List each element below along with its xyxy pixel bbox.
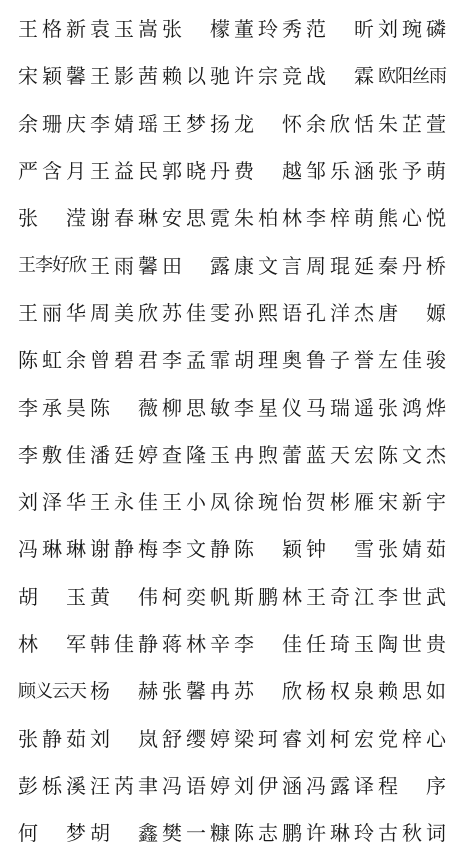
- name-row: [18, 761, 458, 808]
- name-entry: 陈 颖: [234, 537, 302, 562]
- name-entry: 宋 新 宇: [378, 490, 446, 515]
- name-entry: 李 梓 萌: [306, 206, 374, 231]
- name-entry: 左 佳 骏: [378, 348, 446, 373]
- name-row: [18, 146, 458, 193]
- name-entry: 唐 嫄: [378, 300, 446, 325]
- name-entry: 费 越: [234, 159, 302, 184]
- name-entry: 胡 玉: [18, 584, 86, 609]
- name-row: [18, 430, 458, 477]
- name-entry: 许 琳 玲: [306, 821, 374, 846]
- name-entry: 邹 乐 涵: [306, 159, 374, 184]
- name-entry: 刘 伊 涵: [234, 773, 302, 798]
- name-entry: 樊 一 糠: [162, 821, 230, 846]
- name-entry: 王 格 新: [18, 17, 86, 42]
- name-entry: 董 玲 秀: [234, 17, 302, 42]
- name-row: [18, 572, 458, 619]
- name-entry: 韩 佳 静: [90, 632, 158, 656]
- name-entry: 周 琨 延: [306, 253, 374, 278]
- name-entry: 张 婧 茹: [378, 537, 446, 562]
- name-row: [18, 382, 458, 429]
- name-entry: 徐 琬 怡: [234, 490, 302, 515]
- name-entry: 张 静 茹: [18, 726, 86, 751]
- name-entry: 刘 柯 宏: [306, 726, 374, 751]
- name-entry: 李 星 仪: [234, 395, 302, 420]
- name-row: [18, 288, 458, 335]
- name-entry: 余 欣 恬: [306, 111, 374, 136]
- name-entry: 谢 春 琳: [90, 206, 158, 231]
- name-entry: 冉 煦 蕾: [234, 442, 302, 467]
- name-row: [18, 335, 458, 382]
- name-entry: 李 婧 瑶: [90, 111, 158, 136]
- name-entry: 郭 晓 丹: [162, 159, 230, 184]
- name-entry: 党 梓 心: [378, 726, 446, 751]
- name-entry: 冯 露 译: [306, 773, 374, 798]
- name-entry: 战 霖: [306, 64, 374, 89]
- name-entry: 柳 思 敏: [162, 395, 230, 420]
- name-entry: 赖 以 驰: [162, 64, 230, 89]
- name-entry: 张 鸿 烨: [378, 395, 446, 420]
- name-entry: 周 美 欣: [90, 300, 158, 325]
- name-entry: 陈 薇: [90, 395, 158, 420]
- name-row: [18, 99, 458, 146]
- name-entry: 何 梦: [18, 821, 86, 846]
- name-entry: 王 永 佳: [90, 490, 158, 515]
- name-entry: 林 军: [18, 632, 86, 656]
- name-entry: 王 梦 扬: [162, 111, 230, 136]
- name-entry: 马 瑞 遥: [306, 395, 374, 420]
- name-entry: 陈 志 鹏: [234, 821, 302, 846]
- name-entry: 秦 丹 桥: [378, 253, 446, 278]
- name-entry: 张 檬: [162, 17, 230, 42]
- name-entry: 曾 碧 君: [90, 348, 158, 373]
- name-entry: 田 露: [162, 253, 230, 278]
- name-entry: 余 珊 庆: [18, 111, 86, 136]
- name-entry: 王 奇 江: [306, 584, 374, 609]
- name-entry: 李 世 武: [378, 584, 446, 609]
- name-entry: 龙 怀: [234, 111, 302, 136]
- name-row: [18, 619, 458, 666]
- name-entry: 赖 思 如: [378, 679, 446, 704]
- name-entry: 贺 彬 雁: [306, 490, 374, 515]
- name-entry: 欧 阳 丝 雨: [378, 65, 446, 87]
- name-entry: 宋 颖 馨: [18, 64, 86, 89]
- name-entry: 汪 芮 聿: [90, 773, 158, 798]
- name-entry: 孙 熙 语: [234, 300, 302, 325]
- name-entry: 袁 玉 嵩: [90, 17, 158, 42]
- name-entry: 蓝 天 宏: [306, 442, 374, 467]
- name-entry: 冯 琳 琳: [18, 537, 86, 562]
- name-row: [18, 477, 458, 524]
- name-entry: 李 承 昊: [18, 395, 86, 420]
- name-entry: 蒋 林 辛: [162, 632, 230, 656]
- name-row: [18, 193, 458, 240]
- name-entry: 钟 雪: [306, 537, 374, 562]
- name-entry: 张 予 萌: [378, 159, 446, 184]
- name-entry: 冯 语 婷: [162, 773, 230, 798]
- name-entry: 斯 鹏 林: [234, 584, 302, 609]
- name-entry: 杨 权 泉: [306, 679, 374, 704]
- name-entry: 张 滢: [18, 206, 86, 231]
- name-entry: 王 小 凤: [162, 490, 230, 515]
- name-entry: 李 佳: [234, 632, 302, 656]
- name-entry: 古 秋 词: [378, 821, 446, 846]
- name-entry: 任 琦 玉: [306, 632, 374, 656]
- name-entry: 刘 泽 华: [18, 490, 86, 515]
- name-entry: 范 昕: [306, 17, 374, 42]
- name-entry: 胡 理 奥: [234, 348, 302, 373]
- name-row: [18, 240, 458, 287]
- name-entry: 苏 佳 雯: [162, 300, 230, 325]
- name-entry: 黄 伟: [90, 584, 158, 609]
- name-entry: 李 敷 佳: [18, 442, 86, 467]
- name-entry: 朱 芷 萱: [378, 111, 446, 136]
- name-entry: 刘 琬 磷: [378, 17, 446, 42]
- name-row: [18, 4, 458, 51]
- name-entry: 许 宗 竞: [234, 64, 302, 89]
- name-entry: 谢 静 梅: [90, 537, 158, 562]
- name-row: [18, 524, 458, 571]
- name-row: [18, 808, 458, 855]
- name-entry: 潘 廷 婷: [90, 442, 158, 467]
- name-entry: 陶 世 贵: [378, 632, 446, 656]
- name-entry: 舒 缨 婷: [162, 726, 230, 751]
- name-entry: 鲁 子 誉: [306, 348, 374, 373]
- name-entry: 康 文 言: [234, 253, 302, 278]
- name-entry: 刘 岚: [90, 726, 158, 751]
- name-entry: 陈 文 杰: [378, 442, 446, 467]
- name-entry: 梁 珂 睿: [234, 726, 302, 751]
- name-entry: 王 雨 馨: [90, 253, 158, 278]
- name-row: [18, 713, 458, 760]
- name-entry: 苏 欣: [234, 679, 302, 704]
- name-entry: 查 隆 玉: [162, 442, 230, 467]
- name-entry: 熊 心 悦: [378, 206, 446, 231]
- name-list-grid: [18, 4, 458, 855]
- name-entry: 张 馨 冉: [162, 679, 230, 704]
- name-entry: 柯 奕 帆: [162, 584, 230, 609]
- name-entry: 彭 栎 溪: [18, 773, 86, 798]
- name-row: [18, 51, 458, 98]
- name-entry: 王 李 好 欣: [18, 255, 86, 277]
- name-entry: 孔 洋 杰: [306, 300, 374, 325]
- name-entry: 李 孟 霏: [162, 348, 230, 373]
- name-row: [18, 666, 458, 713]
- name-entry: 王 丽 华: [18, 300, 86, 325]
- name-entry: 严 含 月: [18, 159, 86, 184]
- name-entry: 王 影 茜: [90, 64, 158, 89]
- name-entry: 程 序: [378, 773, 446, 798]
- name-entry: 安 思 霓: [162, 206, 230, 231]
- name-entry: 王 益 民: [90, 159, 158, 184]
- name-entry: 朱 柏 林: [234, 206, 302, 231]
- name-entry: 胡 鑫: [90, 821, 158, 846]
- name-entry: 李 文 静: [162, 537, 230, 562]
- name-entry: 陈 虹 余: [18, 348, 86, 373]
- name-entry: 顾 义 云 天: [18, 680, 86, 702]
- name-entry: 杨 赫: [90, 679, 158, 704]
